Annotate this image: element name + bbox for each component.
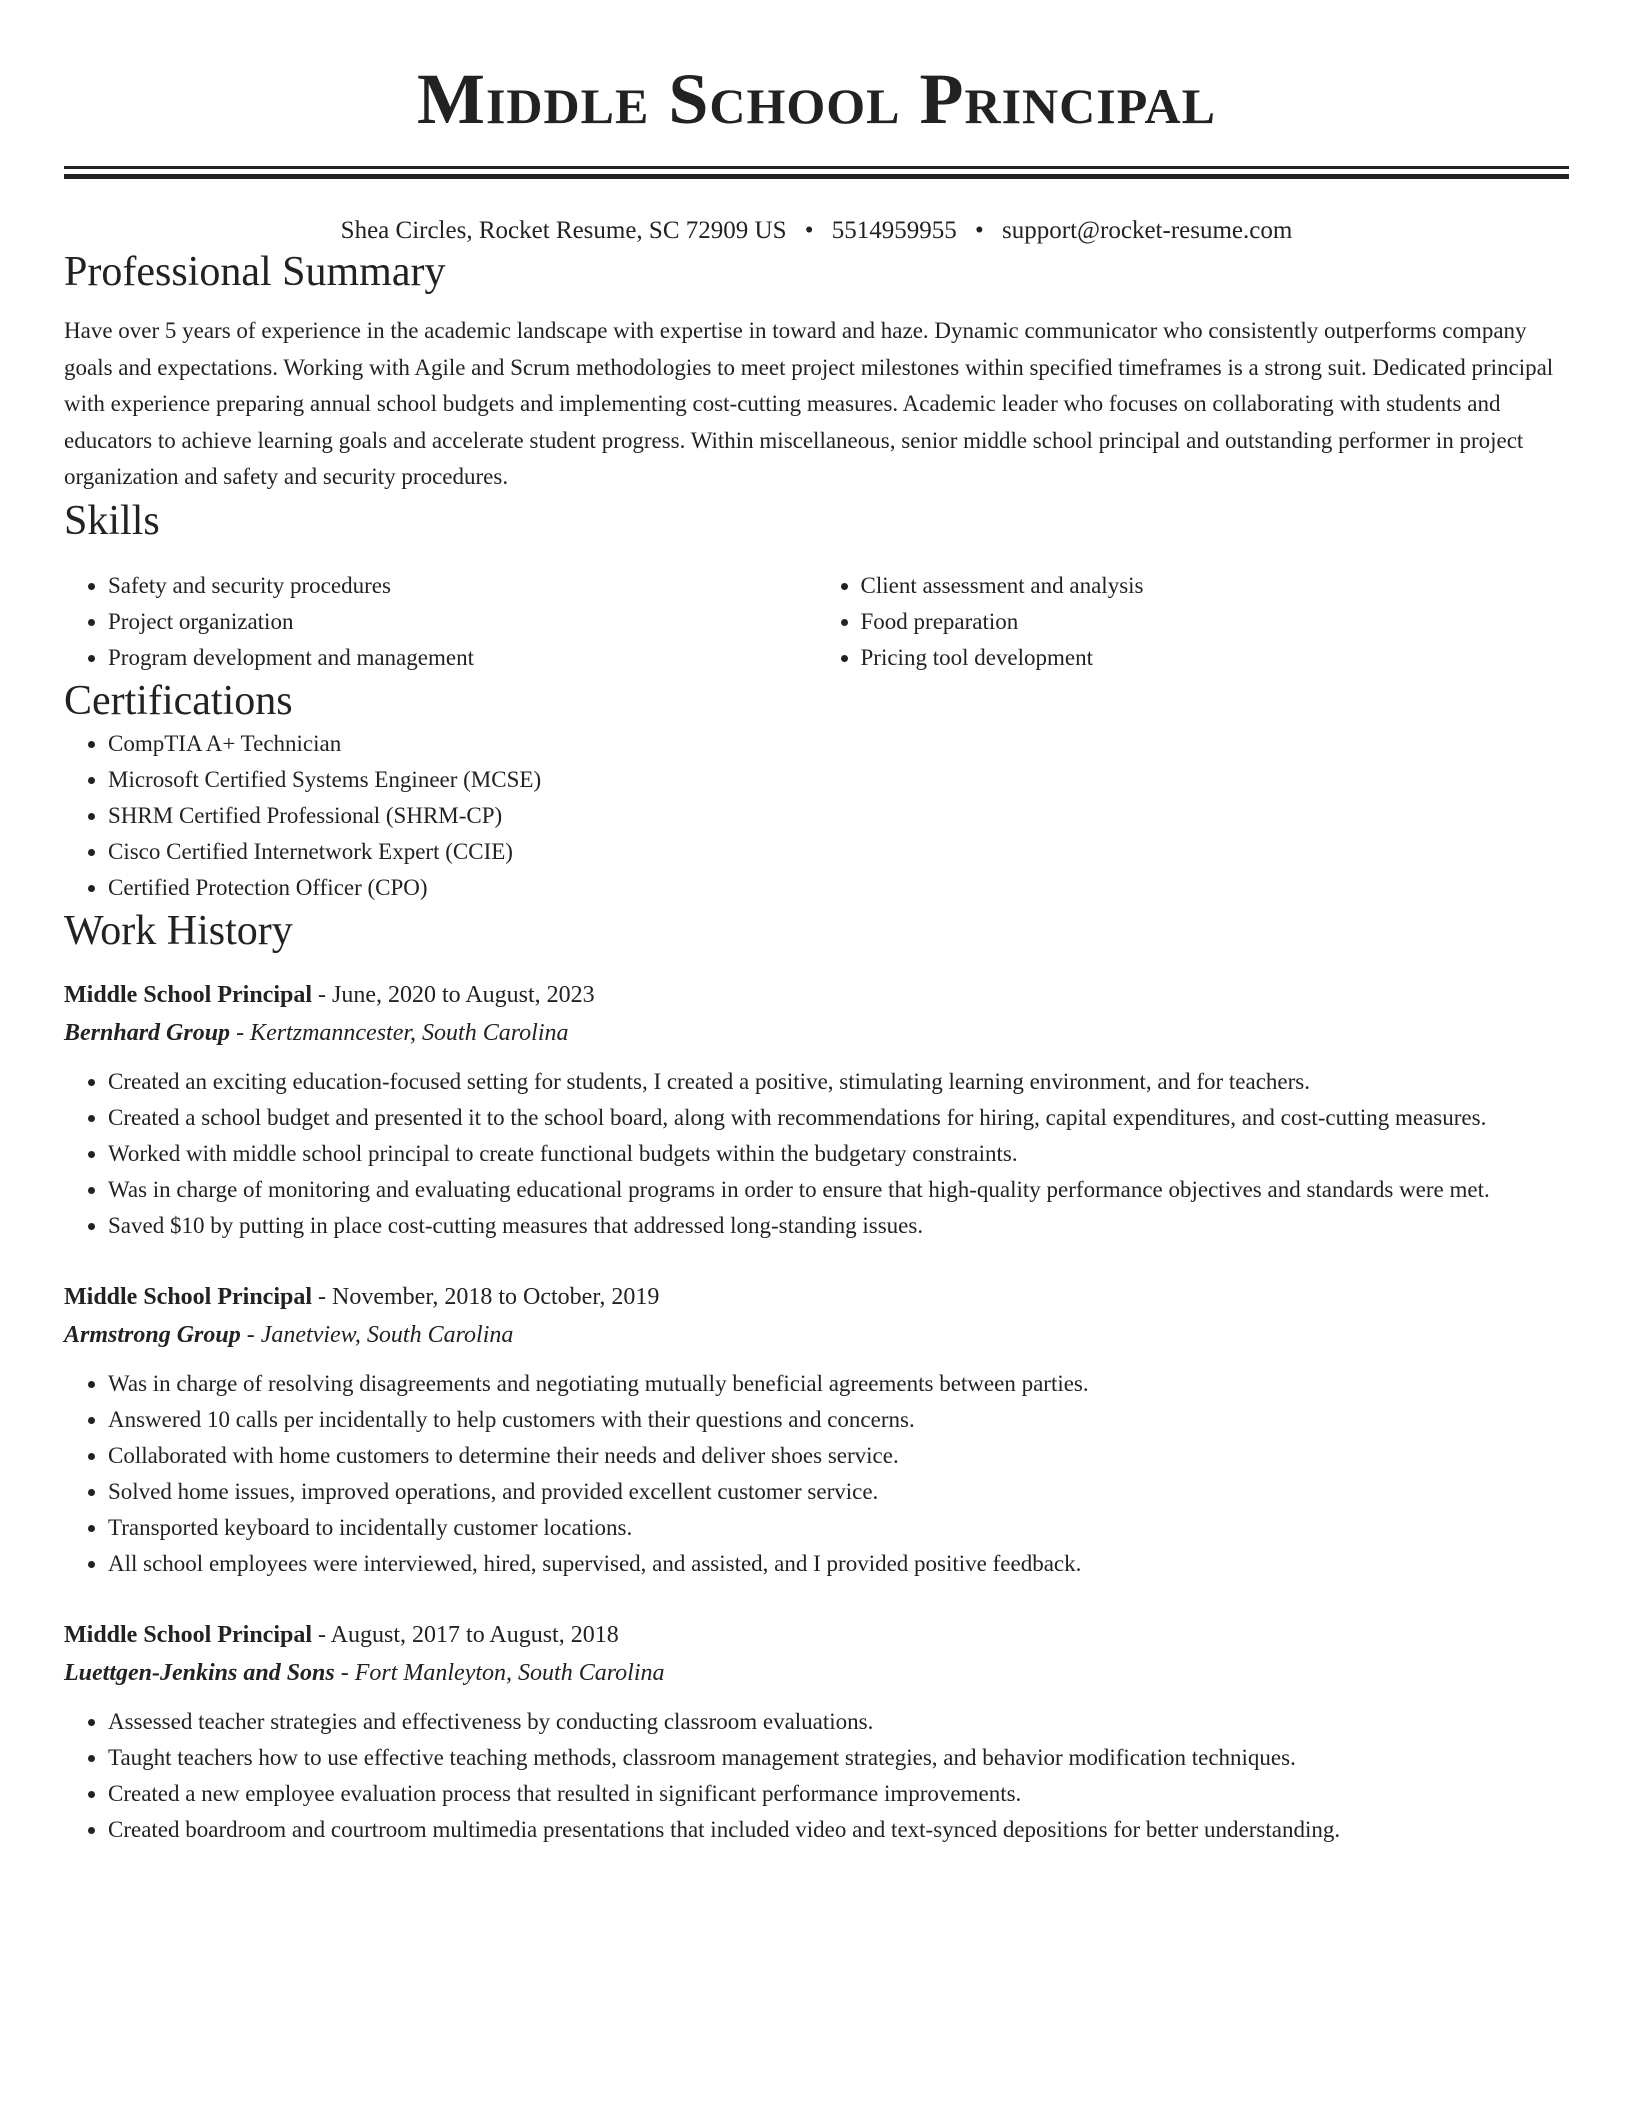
summary-text: Have over 5 years of experience in the academic landscape with expertise in toward and haze. Dynamic communicator who consistently outperforms company goals and expectations. Working with Agile and Scrum methodologies to meet project milestones within specified timeframes is a strong suit. Dedicated principal with experience preparing annual school budgets and implementing cost-cutting measures. Academic leader who focuses on collaborating with students and educators to achieve learning goals and accelerate student progress. Within miscellaneous, senior middle school principal and outstanding performer in project organization and safety and security procedures.	[64, 318, 1554, 489]
contact-separator: •	[804, 217, 814, 244]
job-bullet: • Saved $10 by putting in place cost-cutting measures that addressed long-standing issues.	[108, 1208, 1569, 1244]
contact-address: Shea Circles, Rocket Resume, SC 72909 US	[340, 217, 787, 244]
job-title-line	[64, 1616, 1569, 1654]
job-bullet: • Assessed teacher strategies and effectiveness by conducting classroom evaluations.	[108, 1704, 1569, 1740]
job-entry	[64, 1616, 1569, 1848]
skills-columns	[64, 568, 1569, 676]
contact-line	[64, 215, 1569, 247]
job-bullet: • Created a new employee evaluation process that resulted in significant performance improvements.	[108, 1776, 1569, 1812]
job-bullet: • Worked with middle school principal to create functional budgets within the budgetary constraints.	[108, 1136, 1569, 1172]
job-bullets	[64, 1064, 1569, 1244]
job-entry	[64, 1278, 1569, 1582]
job-company-line	[64, 1316, 1569, 1354]
certification-item: • Microsoft Certified Systems Engineer (MCSE)	[108, 762, 1569, 798]
skill-item: • Pricing tool development	[861, 640, 1570, 676]
certification-item: • CompTIA A+ Technician	[108, 726, 1569, 762]
job-bullet: • Was in charge of monitoring and evaluating educational programs in order to ensure that high-quality performance objectives and standards were met.	[108, 1172, 1569, 1208]
job-title: Middle School Principal	[64, 1621, 313, 1648]
work-history-heading: Work History	[64, 907, 293, 954]
skill-item: • Program development and management	[108, 640, 817, 676]
job-bullets	[64, 1704, 1569, 1848]
certifications-heading: Certifications	[64, 677, 293, 724]
job-title-line	[64, 976, 1569, 1014]
summary-heading: Professional Summary	[64, 249, 446, 295]
job-dates: - June, 2020 to August, 2023	[312, 981, 595, 1008]
skill-item: • Food preparation	[861, 604, 1570, 640]
skill-item: • Safety and security procedures	[108, 568, 817, 604]
certification-item: • Certified Protection Officer (CPO)	[108, 870, 1569, 906]
contact-separator: •	[975, 217, 984, 244]
skills-list-right	[817, 568, 1570, 676]
header-rule-thick	[64, 174, 1569, 179]
job-title: Middle School Principal	[64, 981, 313, 1008]
header-rule-thin	[64, 166, 1569, 169]
job-dates: - August, 2017 to August, 2018	[312, 1621, 619, 1648]
skills-heading: Skills	[64, 497, 160, 544]
job-bullet: • Solved home issues, improved operations, and provided excellent customer service.	[108, 1474, 1569, 1510]
job-location: - Fort Manleyton, South Carolina	[334, 1659, 665, 1686]
resume-page	[64, 0, 1569, 1848]
job-dates: - November, 2018 to October, 2019	[312, 1283, 660, 1310]
job-company-line	[64, 1014, 1569, 1052]
contact-phone: 5514959955	[831, 217, 957, 244]
certifications-list	[64, 726, 1569, 906]
job-company: Bernhard Group	[64, 1019, 231, 1046]
contact-email: support@rocket-resume.com	[1002, 217, 1293, 244]
job-company: Luettgen-Jenkins and Sons	[64, 1659, 335, 1686]
job-bullet: • All school employees were interviewed, hired, supervised, and assisted, and I provided positive feedback.	[108, 1546, 1569, 1582]
job-location: - Janetview, South Carolina	[240, 1321, 514, 1348]
job-title: Middle School Principal	[64, 1283, 313, 1310]
job-company-line	[64, 1654, 1569, 1692]
job-bullet: • Created a school budget and presented it to the school board, along with recommendations for hiring, capital expenditures, and cost-cutting measures.	[108, 1100, 1569, 1136]
job-bullet: • Was in charge of resolving disagreements and negotiating mutually beneficial agreements between parties.	[108, 1366, 1569, 1402]
job-bullet: • Answered 10 calls per incidentally to help customers with their questions and concerns.	[108, 1402, 1569, 1438]
skill-item: • Project organization	[108, 604, 817, 640]
certification-item: • SHRM Certified Professional (SHRM-CP)	[108, 798, 1569, 834]
job-location: - Kertzmanncester, South Carolina	[230, 1019, 569, 1046]
job-bullet: • Created boardroom and courtroom multimedia presentations that included video and text-synced depositions for better understanding.	[108, 1812, 1569, 1848]
job-bullet: • Collaborated with home customers to determine their needs and deliver shoes service.	[108, 1438, 1569, 1474]
job-entry	[64, 976, 1569, 1244]
job-bullet: • Taught teachers how to use effective teaching methods, classroom management strategies, and behavior modification techniques.	[108, 1740, 1569, 1776]
job-bullet: • Created an exciting education-focused setting for students, I created a positive, stimulating learning environment, and for teachers.	[108, 1064, 1569, 1100]
job-title-line	[64, 1278, 1569, 1316]
skill-item: • Client assessment and analysis	[861, 568, 1570, 604]
job-bullets	[64, 1366, 1569, 1582]
skills-list-left	[64, 568, 817, 676]
job-bullet: • Transported keyboard to incidentally customer locations.	[108, 1510, 1569, 1546]
job-company: Armstrong Group	[64, 1321, 241, 1348]
certification-item: • Cisco Certified Internetwork Expert (CCIE)	[108, 834, 1569, 870]
resume-name: Middle School Principal	[416, 59, 1217, 139]
